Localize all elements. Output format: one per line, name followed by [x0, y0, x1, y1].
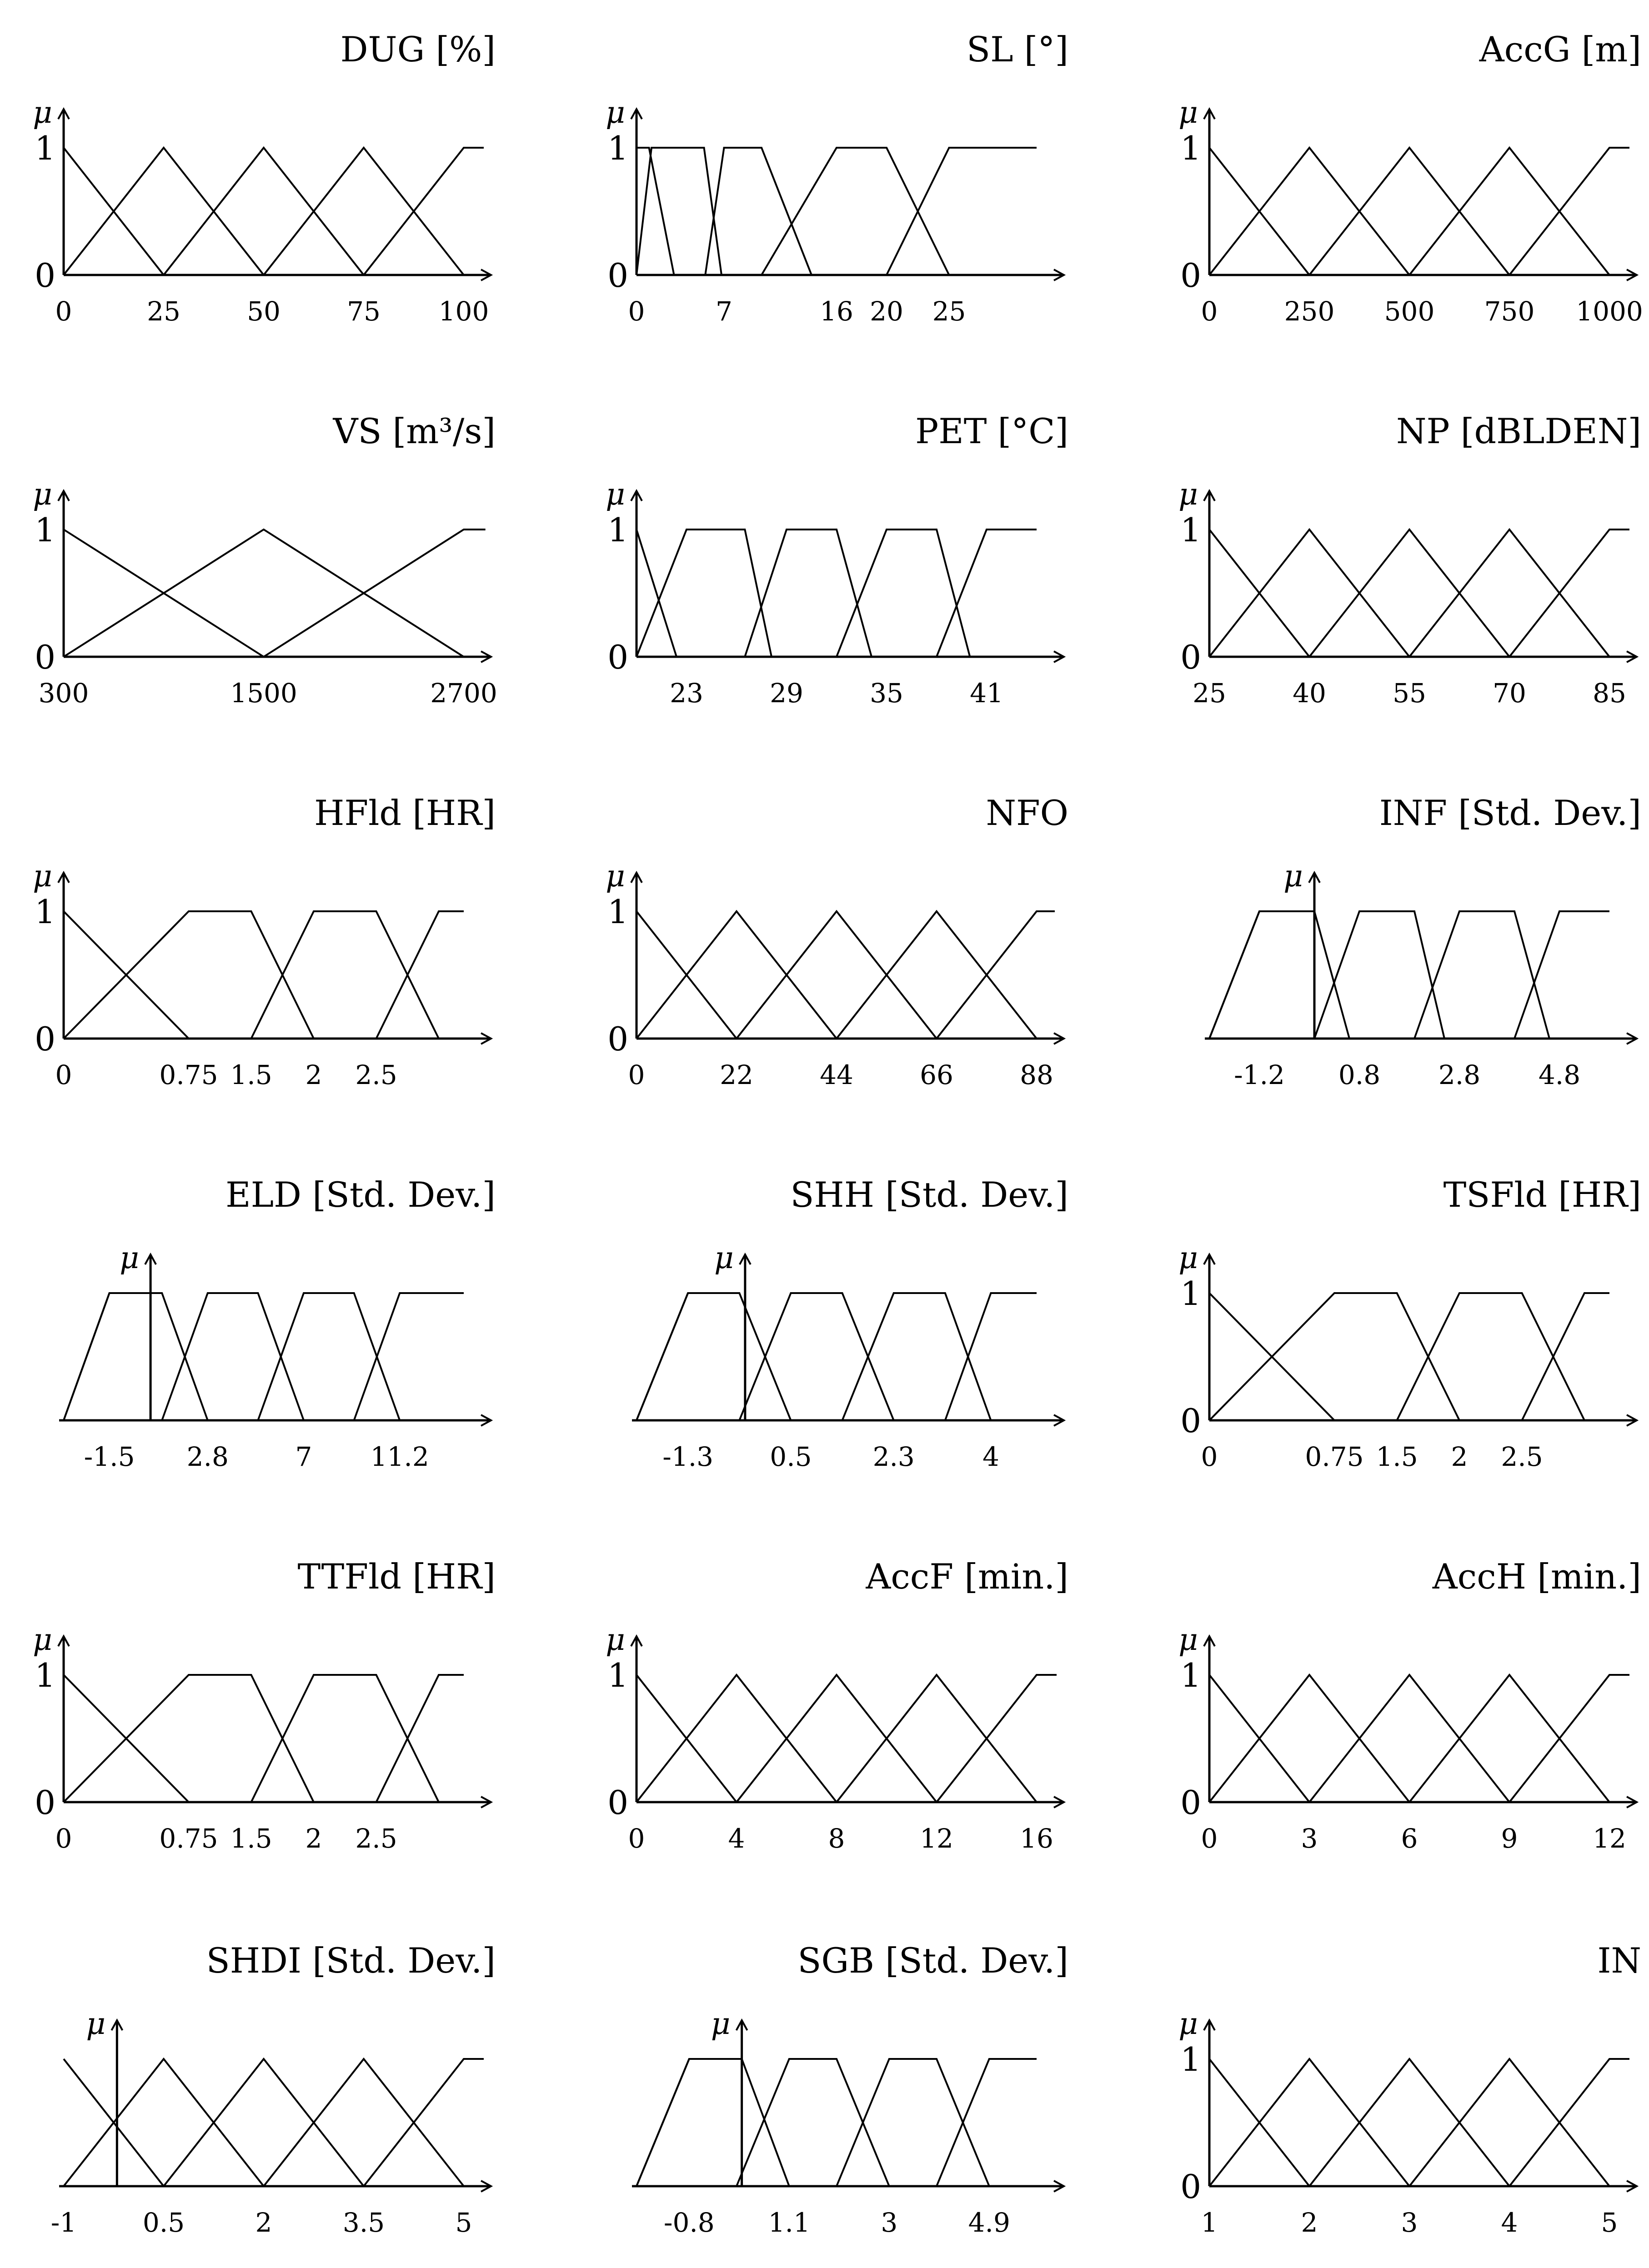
x-tick-label: 2 [1301, 2207, 1318, 2238]
y-axis-label: μ [33, 859, 52, 894]
membership-function-3 [258, 1293, 400, 1420]
membership-chart-12 [33, 1556, 496, 1854]
membership-function-2 [739, 1293, 893, 1420]
x-tick-label: 1.5 [1376, 1441, 1418, 1472]
y-tick-label: 1 [607, 1656, 628, 1694]
x-tick-label: 4 [1501, 2207, 1518, 2238]
x-tick-label: 5 [1601, 2207, 1618, 2238]
chart-title: HFld [HR] [314, 793, 496, 833]
x-tick-label: 23 [670, 678, 703, 709]
x-tick-label: 0 [55, 296, 72, 327]
membership-function-4 [945, 1293, 1037, 1420]
membership-function-4 [887, 148, 1037, 275]
membership-function-2 [1314, 911, 1444, 1039]
membership-function-1 [64, 1293, 208, 1420]
chart-title: ELD [Std. Dev.] [226, 1174, 496, 1215]
x-tick-label: 2 [1451, 1441, 1468, 1472]
x-tick-label: 250 [1284, 296, 1335, 327]
membership-function-3 [1409, 530, 1609, 657]
y-axis-label: μ [33, 95, 52, 130]
x-tick-label: 3 [1401, 2207, 1418, 2238]
membership-function-2 [251, 1675, 439, 1802]
chart-title: PET [°C] [915, 411, 1068, 451]
membership-function-4 [364, 2059, 484, 2186]
membership-function-2 [164, 148, 364, 275]
membership-function-3 [1522, 1293, 1610, 1420]
chart-title: NP [dBLDEN] [1396, 411, 1641, 451]
membership-function-4 [354, 1293, 464, 1420]
x-tick-label: 0.5 [142, 2207, 185, 2238]
chart-title: DUG [%] [340, 29, 496, 70]
x-tick-label: -1 [50, 2207, 77, 2238]
x-tick-label: 11.2 [370, 1441, 429, 1472]
x-tick-label: 4.8 [1538, 1059, 1581, 1090]
x-tick-label: 0.8 [1338, 1059, 1381, 1090]
x-tick-label: 50 [247, 296, 281, 327]
y-axis-label: μ [1178, 477, 1198, 512]
x-tick-label: 2700 [430, 678, 497, 709]
x-tick-label: 8 [828, 1823, 845, 1854]
membership-function-2 [1309, 2059, 1509, 2186]
chart-title: SHH [Std. Dev.] [790, 1174, 1068, 1215]
membership-function-2 [162, 1293, 304, 1420]
membership-function-1 [1209, 1293, 1459, 1420]
y-axis-label: μ [33, 477, 52, 512]
membership-function-1 [637, 911, 837, 1039]
x-tick-label: -1.2 [1234, 1059, 1285, 1090]
x-tick-label: 4 [982, 1441, 999, 1472]
x-tick-label: 6 [1401, 1823, 1418, 1854]
membership-function-2 [164, 2059, 364, 2186]
y-tick-label: 1 [35, 129, 55, 167]
x-tick-label: 5 [455, 2207, 472, 2238]
chart-title: AccG [m] [1479, 29, 1641, 70]
y-tick-label: 0 [1180, 1783, 1201, 1822]
membership-function-3 [1414, 911, 1549, 1039]
x-tick-label: 2.8 [186, 1441, 229, 1472]
membership-chart-14 [1178, 1556, 1641, 1854]
chart-title: AccF [min.] [866, 1556, 1068, 1597]
x-tick-label: 0 [628, 1823, 645, 1854]
y-tick-label: 1 [1180, 511, 1201, 549]
chart-title: INF [Std. Dev.] [1379, 793, 1641, 833]
x-tick-label: 2.8 [1438, 1059, 1481, 1090]
x-tick-label: 1 [1201, 2207, 1218, 2238]
membership-function-4 [1509, 530, 1629, 657]
x-tick-label: 4.9 [968, 2207, 1010, 2238]
y-tick-label: 0 [35, 1783, 55, 1822]
membership-function-1 [1209, 530, 1409, 657]
membership-chart-4 [606, 411, 1068, 709]
x-tick-label: 2 [305, 1823, 322, 1854]
y-tick-label: 1 [607, 893, 628, 931]
membership-function-4 [937, 911, 1055, 1039]
x-tick-label: 55 [1393, 678, 1426, 709]
membership-function-4 [937, 530, 1037, 657]
membership-function-2 [1309, 1675, 1509, 1802]
chart-title: AccH [min.] [1432, 1556, 1641, 1597]
y-tick-label: 1 [607, 129, 628, 167]
membership-function-4 [937, 2059, 1037, 2186]
x-tick-label: 70 [1493, 678, 1526, 709]
x-tick-label: 75 [347, 296, 381, 327]
y-tick-label: 1 [1180, 1274, 1201, 1313]
x-tick-label: 0 [1201, 296, 1218, 327]
membership-function-4 [1509, 148, 1629, 275]
y-axis-label: μ [606, 95, 625, 130]
membership-function-3 [264, 2059, 464, 2186]
x-tick-label: 40 [1293, 678, 1326, 709]
membership-function-3 [837, 1675, 1037, 1802]
membership-function-3 [837, 911, 1037, 1039]
membership-function-3 [376, 1675, 464, 1802]
x-tick-label: 2.5 [355, 1823, 397, 1854]
x-tick-label: 41 [970, 678, 1003, 709]
x-tick-label: 3 [1301, 1823, 1318, 1854]
x-tick-label: 0.75 [159, 1059, 218, 1090]
x-tick-label: 7 [295, 1441, 312, 1472]
x-tick-label: 0.5 [770, 1441, 812, 1472]
y-axis-label: μ [711, 2006, 731, 2041]
y-axis-label: μ [714, 1240, 734, 1275]
y-axis-label: μ [1178, 95, 1198, 130]
y-tick-label: 0 [1180, 256, 1201, 295]
membership-chart-2 [1178, 29, 1643, 327]
x-tick-label: 16 [820, 296, 853, 327]
y-tick-label: 0 [607, 638, 628, 676]
y-tick-label: 0 [35, 638, 55, 676]
x-tick-label: 1.1 [768, 2207, 810, 2238]
membership-chart-8 [1205, 793, 1641, 1090]
x-tick-label: 1000 [1576, 296, 1643, 327]
x-tick-label: 25 [1193, 678, 1226, 709]
x-tick-label: 66 [920, 1059, 953, 1090]
chart-title: SGB [Std. Dev.] [797, 1940, 1068, 1981]
y-tick-label: 0 [1180, 2168, 1201, 2206]
x-tick-label: 0 [628, 296, 645, 327]
membership-function-3 [762, 148, 949, 275]
x-tick-label: -1.5 [84, 1441, 135, 1472]
x-tick-label: 2.5 [1501, 1441, 1543, 1472]
y-tick-label: 0 [1180, 1402, 1201, 1440]
x-tick-label: 0.75 [1305, 1441, 1364, 1472]
x-tick-label: 750 [1484, 296, 1535, 327]
membership-function-2 [1309, 148, 1509, 275]
membership-function-2 [264, 530, 486, 657]
membership-chart-10 [632, 1174, 1068, 1472]
membership-function-3 [837, 530, 970, 657]
x-tick-label: 0 [55, 1823, 72, 1854]
membership-function-0 [637, 148, 674, 275]
y-tick-label: 1 [1180, 1656, 1201, 1694]
y-tick-label: 0 [1180, 638, 1201, 676]
membership-function-2 [1397, 1293, 1585, 1420]
x-tick-label: 100 [438, 296, 489, 327]
x-tick-label: 300 [38, 678, 89, 709]
x-tick-label: 3 [881, 2207, 898, 2238]
x-tick-label: 0 [1201, 1441, 1218, 1472]
membership-chart-6 [33, 793, 496, 1090]
chart-title: TSFld [HR] [1443, 1174, 1641, 1215]
membership-function-4 [937, 1675, 1057, 1802]
membership-function-2 [737, 911, 937, 1039]
membership-function-0 [637, 530, 677, 657]
x-tick-label: 4 [728, 1823, 745, 1854]
y-axis-label: μ [606, 1622, 625, 1657]
x-tick-label: 500 [1384, 296, 1435, 327]
membership-function-1 [1209, 911, 1349, 1039]
membership-function-2 [705, 148, 812, 275]
membership-function-1 [64, 2059, 264, 2186]
membership-chart-0 [33, 29, 496, 327]
x-tick-label: 22 [720, 1059, 753, 1090]
membership-function-2 [737, 2059, 889, 2186]
x-tick-label: 29 [770, 678, 803, 709]
y-axis-label: μ [1283, 859, 1303, 894]
membership-function-3 [1409, 1675, 1609, 1802]
membership-function-1 [1209, 2059, 1409, 2186]
membership-chart-13 [606, 1556, 1068, 1854]
chart-title: TTFld [HR] [297, 1556, 496, 1597]
y-tick-label: 1 [607, 511, 628, 549]
y-axis-label: μ [120, 1240, 140, 1275]
membership-chart-9 [59, 1174, 496, 1472]
membership-chart-3 [33, 411, 497, 709]
y-axis-label: μ [1178, 1240, 1198, 1275]
x-tick-label: 2.3 [872, 1441, 915, 1472]
y-tick-label: 1 [35, 893, 55, 931]
membership-function-3 [376, 911, 464, 1039]
y-axis-label: μ [1178, 1622, 1198, 1657]
membership-function-3 [1409, 2059, 1609, 2186]
membership-function-4 [1509, 2059, 1629, 2186]
membership-chart-17 [1178, 1940, 1641, 2238]
membership-function-1 [64, 148, 264, 275]
y-axis-label: μ [606, 477, 625, 512]
y-tick-label: 0 [607, 256, 628, 295]
x-tick-label: 2.5 [355, 1059, 397, 1090]
membership-function-4 [364, 148, 484, 275]
membership-function-2 [745, 530, 872, 657]
membership-function-2 [1309, 530, 1509, 657]
membership-function-1 [1209, 148, 1409, 275]
membership-function-2 [737, 1675, 937, 1802]
x-tick-label: 16 [1020, 1823, 1053, 1854]
x-tick-label: 0 [1201, 1823, 1218, 1854]
x-tick-label: 0 [55, 1059, 72, 1090]
x-tick-label: -1.3 [662, 1441, 714, 1472]
chart-title: VS [m³/s] [333, 411, 496, 451]
y-tick-label: 1 [1180, 2040, 1201, 2078]
x-tick-label: 85 [1593, 678, 1626, 709]
y-axis-label: μ [33, 1622, 52, 1657]
y-tick-label: 1 [1180, 129, 1201, 167]
x-tick-label: 88 [1020, 1059, 1053, 1090]
y-tick-label: 0 [35, 256, 55, 295]
membership-function-1 [64, 1675, 314, 1802]
x-tick-label: 35 [870, 678, 903, 709]
x-tick-label: 25 [147, 296, 180, 327]
membership-chart-15 [51, 1940, 496, 2238]
x-tick-label: 12 [920, 1823, 953, 1854]
chart-title: NFO [986, 793, 1068, 833]
membership-chart-1 [606, 29, 1068, 327]
y-axis-label: μ [1178, 2006, 1198, 2041]
x-tick-label: 12 [1593, 1823, 1626, 1854]
membership-function-1 [637, 2059, 789, 2186]
membership-function-4 [1509, 1675, 1629, 1802]
y-tick-label: 0 [607, 1020, 628, 1058]
y-tick-label: 1 [35, 1656, 55, 1694]
chart-title: SHDI [Std. Dev.] [206, 1940, 496, 1981]
x-tick-label: 2 [305, 1059, 322, 1090]
x-tick-label: 3.5 [342, 2207, 385, 2238]
membership-function-3 [1409, 148, 1609, 275]
x-tick-label: -0.8 [663, 2207, 715, 2238]
y-tick-label: 0 [35, 1020, 55, 1058]
membership-function-4 [1514, 911, 1609, 1039]
membership-chart-16 [632, 1940, 1068, 2238]
membership-function-1 [64, 911, 314, 1039]
membership-function-1 [1209, 1675, 1409, 1802]
chart-title: IN [1597, 1940, 1641, 1981]
x-tick-label: 44 [820, 1059, 853, 1090]
y-tick-label: 0 [607, 1783, 628, 1822]
y-tick-label: 1 [35, 511, 55, 549]
membership-chart-5 [1178, 411, 1641, 709]
membership-chart-11 [1178, 1174, 1641, 1472]
membership-function-1 [637, 1293, 791, 1420]
chart-title: SL [°] [967, 29, 1068, 70]
x-tick-label: 1.5 [230, 1059, 272, 1090]
membership-function-2 [251, 911, 439, 1039]
membership-function-1 [637, 1675, 837, 1802]
x-tick-label: 7 [716, 296, 732, 327]
x-tick-label: 2 [255, 2207, 272, 2238]
x-tick-label: 1500 [230, 678, 297, 709]
membership-function-3 [264, 148, 464, 275]
x-tick-label: 9 [1501, 1823, 1518, 1854]
membership-function-1 [64, 530, 464, 657]
x-tick-label: 0 [628, 1059, 645, 1090]
x-tick-label: 1.5 [230, 1823, 272, 1854]
y-axis-label: μ [606, 859, 625, 894]
x-tick-label: 25 [932, 296, 966, 327]
x-tick-label: 0.75 [159, 1823, 218, 1854]
membership-chart-7 [606, 793, 1068, 1090]
x-tick-label: 20 [870, 296, 903, 327]
membership-function-3 [837, 2059, 989, 2186]
y-axis-label: μ [86, 2006, 106, 2041]
